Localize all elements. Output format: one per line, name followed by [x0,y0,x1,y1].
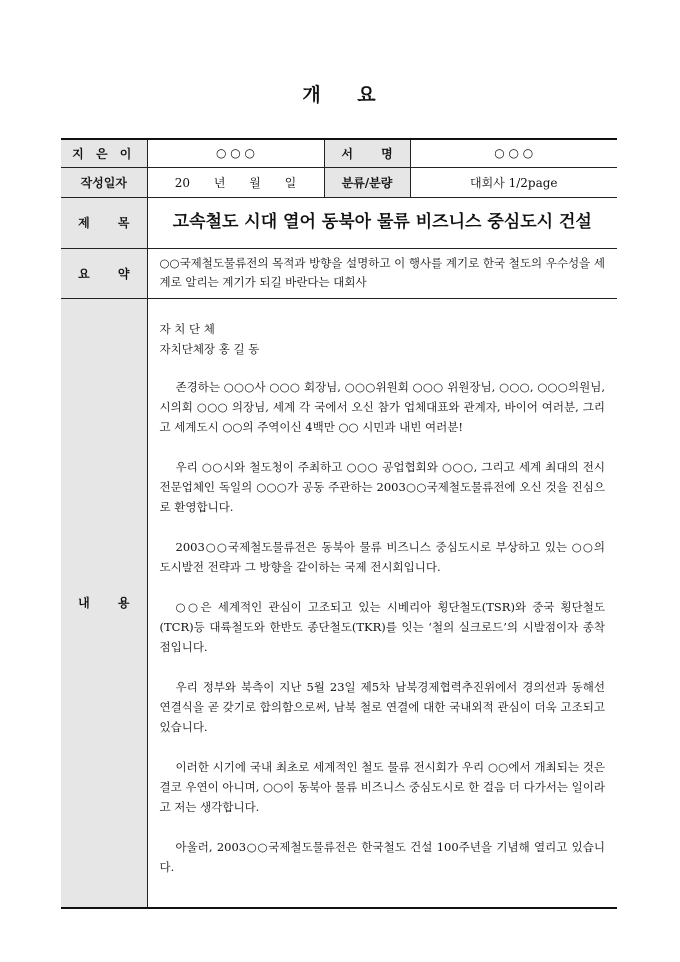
summary-label: 요 약 [61,248,147,298]
greeting-line-1: 자 치 단 체 [159,321,215,336]
greeting [160,319,606,359]
subject-label: 제 목 [61,197,147,248]
category-label: 분류/분량 [324,167,410,197]
author-row [61,139,617,167]
paragraph-5: 우리 정부와 북측이 지난 5월 23일 제5차 남북경제협력추진위에서 경의선과 동해선 연결식을 곧 갖기로 합의함으로써, 남북 철로 연결에 대한 국내외적 관심이 더욱 고조되고 있습니다. [159,679,605,734]
author-label: 지 은 이 [61,139,147,167]
date-value: 20 년 월 일 [147,167,324,197]
subject-row [61,197,617,248]
date-label: 작성일자 [61,167,147,197]
content-body [147,298,617,908]
paragraph-2: 우리 ○○시와 철도청이 주최하고 ○○○ 공업협회와 ○○○, 그리고 세계 최대의 전시전문업체인 독일의 ○○○가 공동 주관하는 2003○○국제철도물류전에 오신 것을 진심으로 환영합니다. [159,459,605,514]
paragraph-7: 아울러, 2003○○국제철도물류전은 한국철도 건설 100주년을 기념해 열리고 있습니다. [159,839,605,874]
summary-row [61,248,617,298]
subject-value: 고속철도 시대 열어 동북아 물류 비즈니스 중심도시 건설 [147,197,617,248]
category-value: 대회사 1/2page [410,167,617,197]
signature-value: ○ ○ ○ [410,139,617,167]
date-row [61,167,617,197]
content-label: 내 용 [61,298,147,908]
author-value: ○ ○ ○ [147,139,324,167]
content-row [61,298,617,908]
signature-label: 서 명 [324,139,410,167]
summary-value: ○○국제철도물류전의 목적과 방향을 설명하고 이 행사를 계기로 한국 철도의 우수성을 세계로 알리는 계기가 되길 바란다는 대회사 [147,248,617,298]
paragraph-1: 존경하는 ○○○사 ○○○ 회장님, ○○○위원회 ○○○ 위원장님, ○○○, ○○○의원님, 시의회 ○○○ 의장님, 세계 각 국에서 오신 참가 업체대표와 관계자, 바이어 여러분, 그리고 세계도시 ○○의 주역이신 4백만 ○○ 시민과 내빈 여러분! [159,379,605,434]
paragraph-6: 이러한 시기에 국내 최초로 세계적인 철도 물류 전시회가 우리 ○○에서 개최되는 것은 결코 우연이 아니며, ○○이 동북아 물류 비즈니스 중심도시로 한 걸음 더 다가서는 일이라고 저는 생각합니다. [159,759,605,814]
greeting-line-2: 자치단체장 홍 길 동 [159,341,260,356]
paragraph-4: ○○은 세계적인 관심이 고조되고 있는 시베리아 횡단철도(TSR)와 중국 횡단철도(TCR)등 대륙철도와 한반도 종단철도(TKR)를 잇는 ‘철의 실크로드’의 시발점이자 종착점입니다. [159,599,605,654]
document-form-table [61,138,617,909]
paragraph-3: 2003○○국제철도물류전은 동북아 물류 비즈니스 중심도시로 부상하고 있는 ○○의 도시발전 전략과 그 방향을 같이하는 국제 전시회입니다. [159,539,605,574]
page-title: 개 요 [302,84,378,106]
